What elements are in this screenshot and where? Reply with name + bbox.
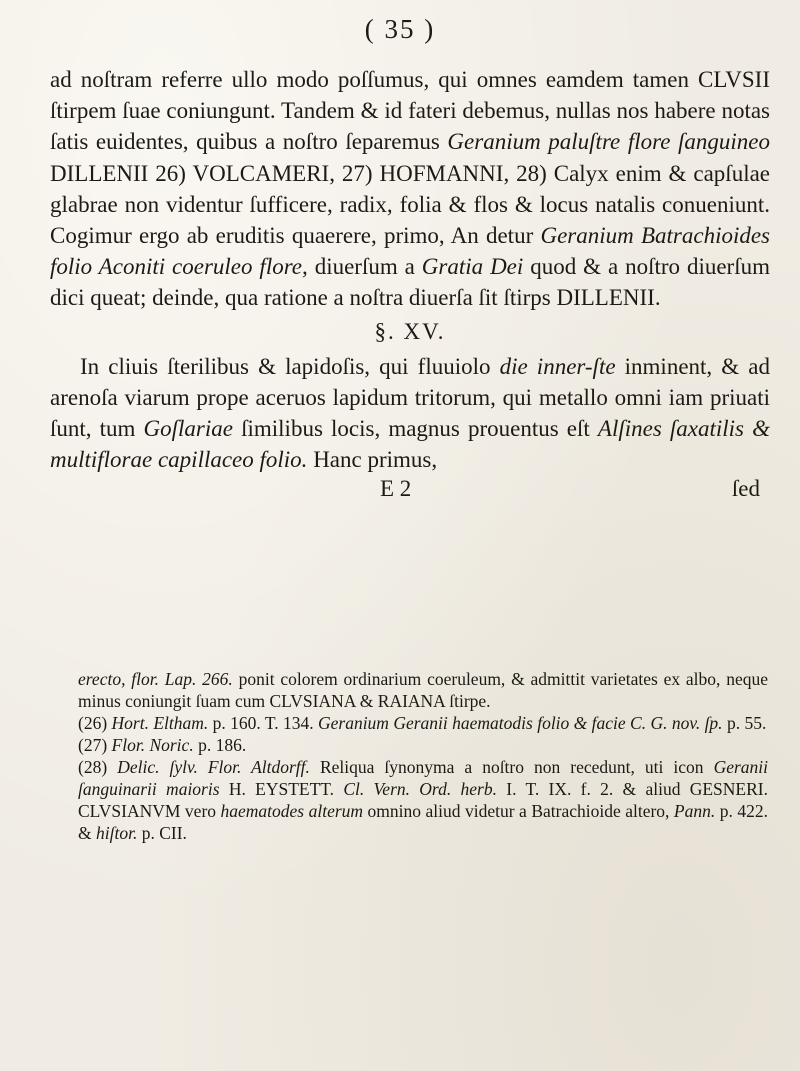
fn26-text-2: p. 160. T. 134. — [208, 713, 318, 733]
p2-italic-3: Alſines ſaxatilis & multiflorae capillaceo folio. — [50, 416, 771, 473]
fn28-italic-1: Delic. ſylv. Flor. Altdorff. — [117, 757, 310, 777]
fn28-text-6: p. 422. & — [78, 801, 768, 843]
signature-line — [50, 476, 770, 502]
p1-text-1: ad noſtram referre ullo modo poſſumus, qui omnes eamdem tamen CLVSII ſtirpem ſuae coniungunt. Tandem & id fateri debemus, nullas nos habere notas ſatis euidentes, quibus a noſtro ſeparemus — [50, 67, 770, 155]
fn27-italic-1: Flor. Noric. — [111, 735, 194, 755]
p2-text-3: ſimilibus locis, magnus prouentus eſt — [233, 416, 598, 442]
fn28-italic-4: haematodes alterum — [220, 801, 364, 821]
fn28-italic-3: Cl. Vern. Ord. herb. — [343, 779, 497, 799]
paragraph-1 — [50, 64, 770, 314]
footnote-27 — [78, 734, 768, 756]
fn26-italic-2: Geranium Geranii haematodis folio & facie C. G. nov. ſp. — [317, 713, 723, 733]
fn27-text-1: (27) — [78, 735, 112, 755]
fn28-text-2: Reliqua ſynonyma a noſtro non recedunt, uti icon — [309, 757, 714, 777]
fn26-italic-1: Hort. Eltham. — [111, 713, 209, 733]
footnote-28 — [78, 756, 768, 844]
footnote-continuation — [78, 668, 768, 712]
fn28-text-7: p. CII. — [137, 823, 187, 843]
fn0-italic-1: erecto, flor. Lap. 266. — [78, 669, 233, 689]
p1-text-2: DILLENII 26) VOLCAMERI, 27) HOFMANNI, 28) Calyx enim & capſulae glabrae non videntur ſufficere, radix, folia & flos & locus natalis conueniunt. Cogimur ergo ab eruditis quaerere, primo, An detur — [50, 160, 770, 249]
fn28-text-4: I. T. IX. f. 2. & aliud GESNERI. CLVSIANVM vero — [78, 779, 768, 821]
p1-italic-2: Geranium Batrachioides folio Aconiti coeruleo flore, — [50, 223, 771, 280]
signature-mark: E 2 — [380, 475, 412, 501]
page-number: ( 35 ) — [364, 14, 436, 44]
p1-italic-3: Gratia Dei — [421, 254, 524, 280]
catchword: ſed — [731, 475, 760, 501]
fn26-text-3: p. 55. — [722, 713, 767, 733]
fn0-text-1: ponit colorem ordinarium coeruleum, & admittit varietates ex albo, neque minus coniungit ſuam cum CLVSIANA & RAIANA ſtirpe. — [78, 669, 769, 711]
fn27-text-2: p. 186. — [193, 735, 247, 755]
p2-text-2: inminent, & ad arenoſa viarum prope aceruos lapidum tritorum, qui metallo omni iam priuati ſunt, tum — [50, 353, 770, 442]
fn26-text-1: (26) — [78, 713, 112, 733]
p2-italic-1: die inner-ſte — [499, 353, 616, 379]
fn28-italic-2: Geranii ſanguinarii maioris — [78, 757, 769, 799]
paragraph-2 — [50, 351, 770, 476]
section-heading: §. XV. — [374, 318, 446, 344]
main-text — [50, 64, 770, 502]
p1-text-3: diuerſum a — [307, 254, 422, 280]
p1-italic-1: Geranium paluſtre flore ſanguineo — [447, 129, 770, 155]
fn28-italic-5: Pann. — [673, 801, 716, 821]
fn28-text-5: omnino aliud videtur a Batrachioide altero, — [363, 801, 674, 821]
p2-text-1: In cliuis ſterilibus & lapidoſis, qui fluuiolo — [80, 353, 500, 379]
fn28-italic-6: hiſtor. — [96, 823, 138, 843]
footnotes — [78, 668, 768, 844]
fn28-text-1: (28) — [78, 757, 118, 777]
p2-text-4: Hanc primus, — [307, 447, 438, 473]
footnote-26 — [78, 712, 768, 734]
p1-text-4: quod & a noſtro diuerſum dici queat; deinde, qua ratione a noſtra diuerſa ſit ſtirps DILLENII. — [50, 254, 770, 311]
p2-italic-2: Goſlariae — [143, 416, 233, 442]
fn28-text-3: H. EYSTETT. — [219, 779, 344, 799]
